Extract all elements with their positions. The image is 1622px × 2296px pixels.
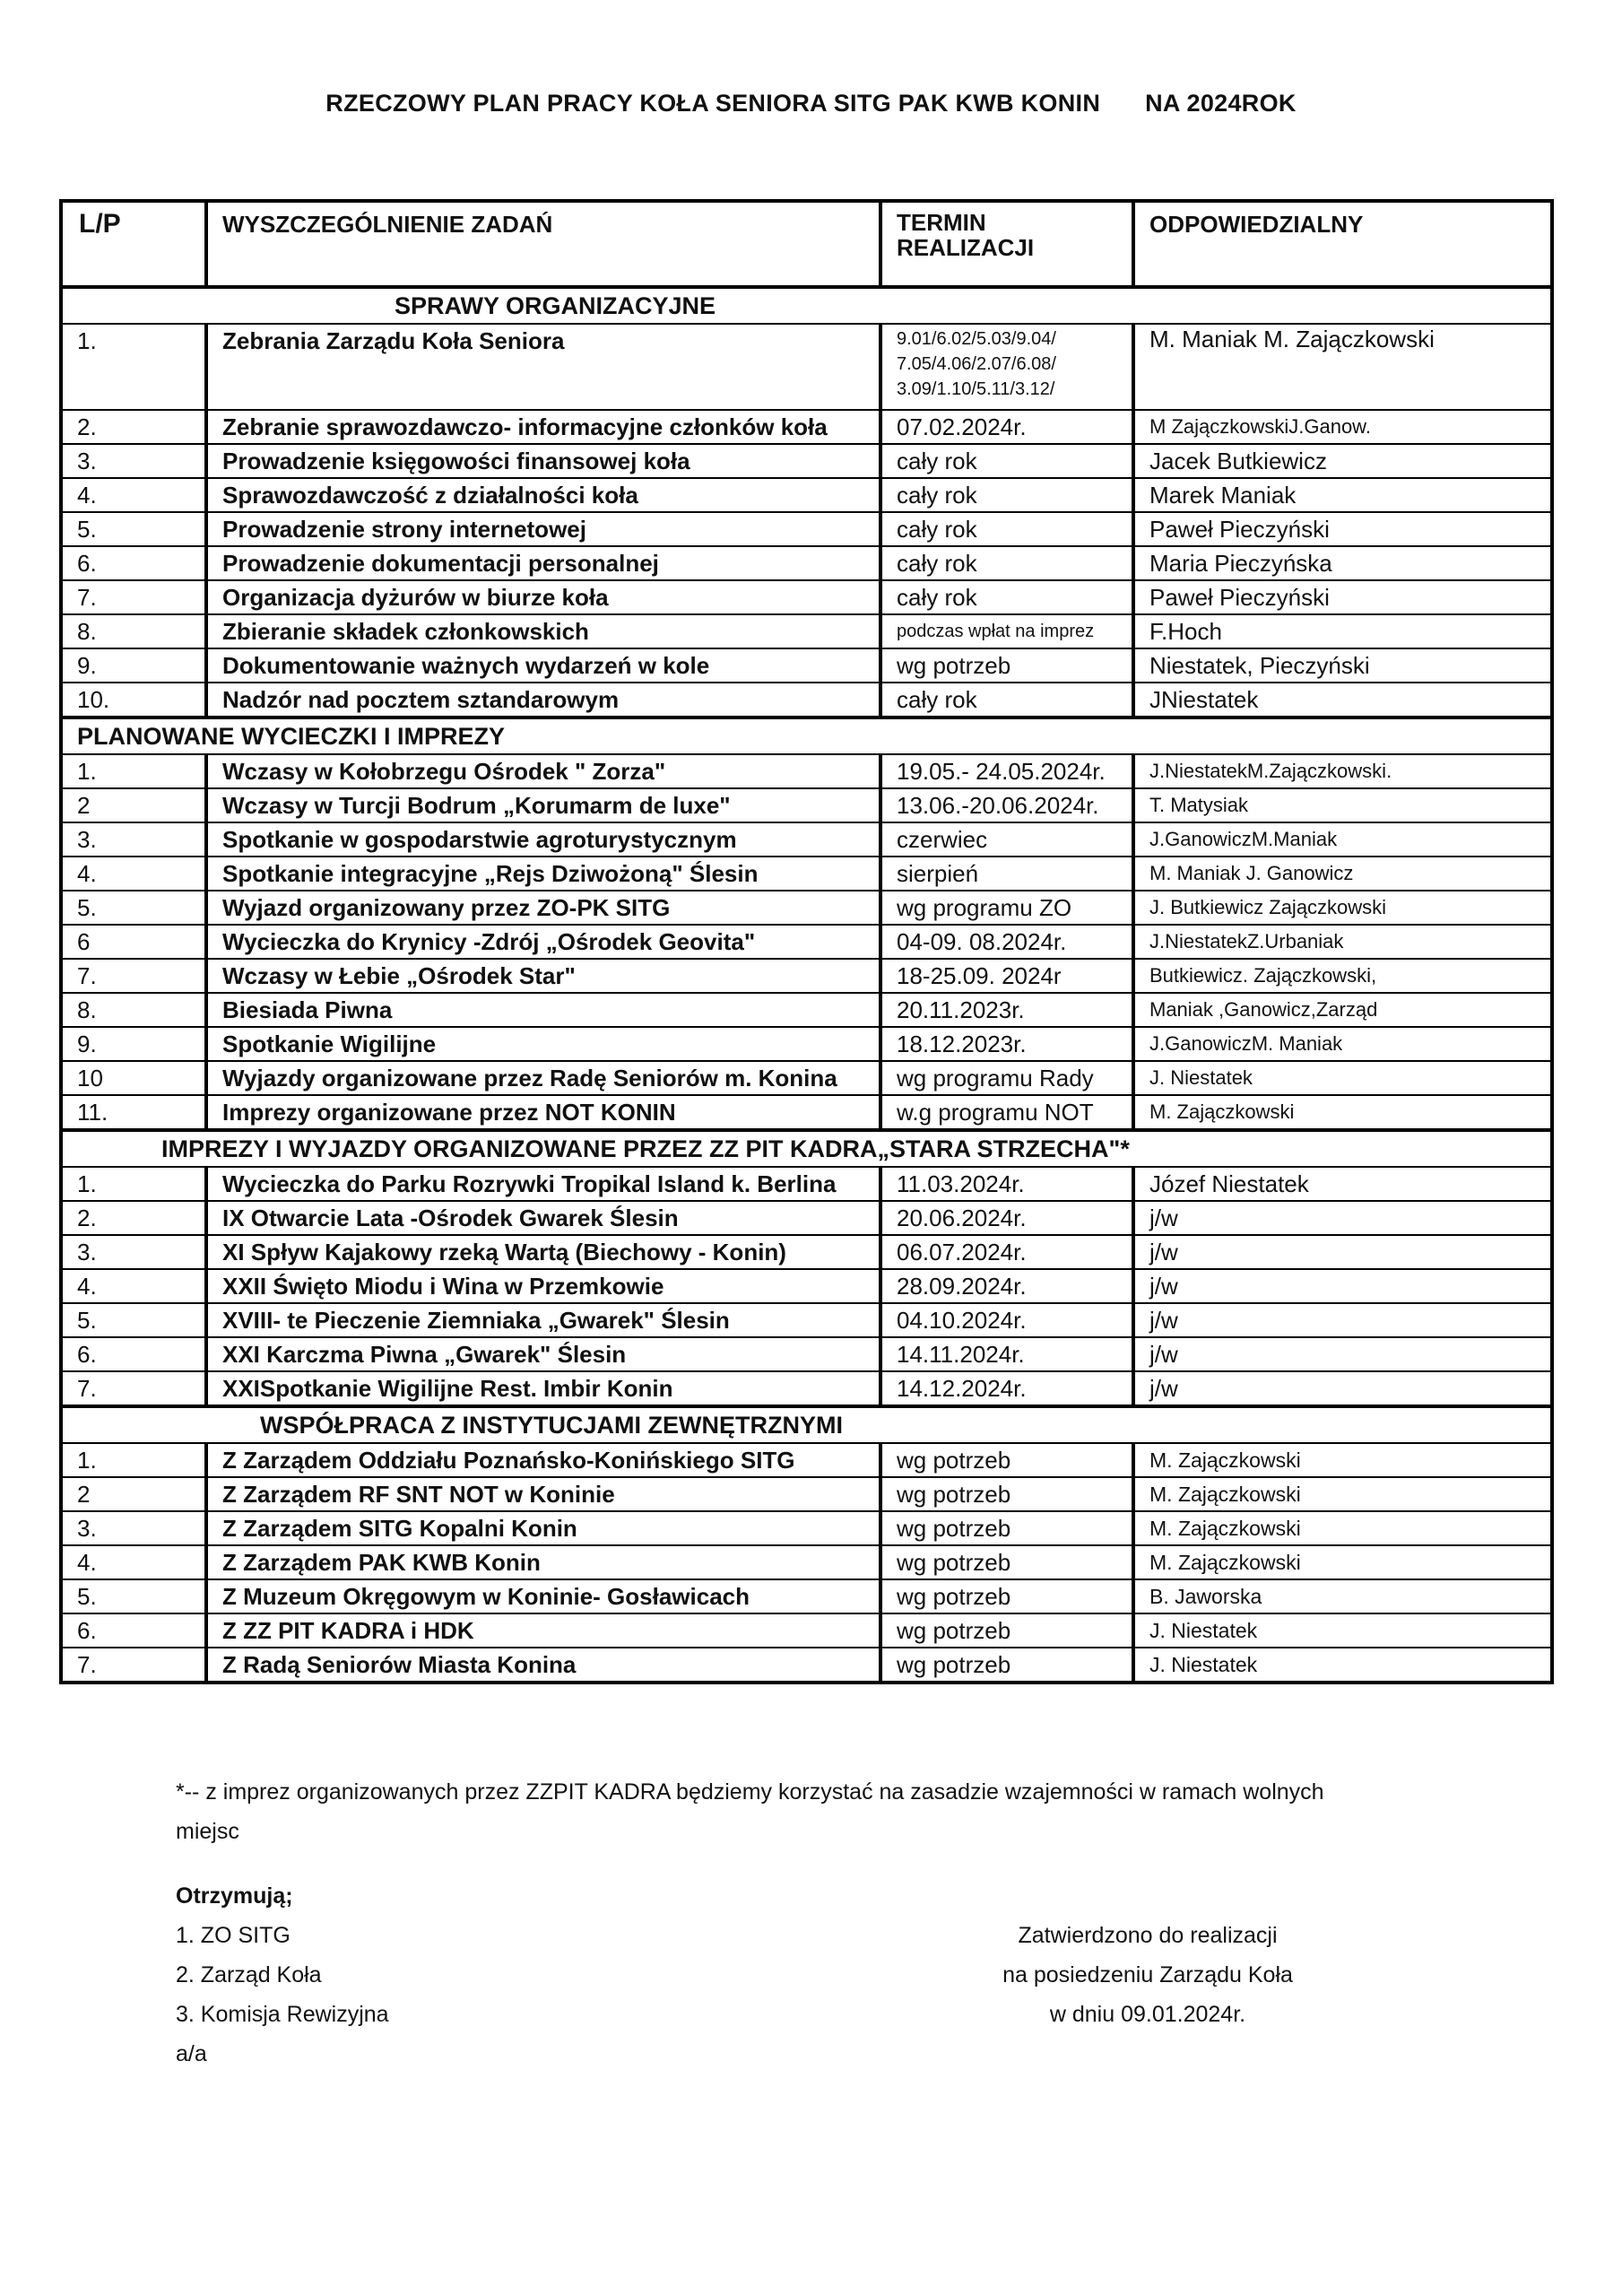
task-cell: Wczasy w Kołobrzegu Ośrodek " Zorza" (206, 754, 880, 788)
recipient-item: 3. Komisja Rewizyjna (176, 2002, 389, 2027)
row-number: 7. (61, 580, 206, 614)
section-title: WSPÓŁPRACA Z INSTYTUCJAMI ZEWNĘTRZNYMI (61, 1406, 1552, 1443)
row-number: 4. (61, 1269, 206, 1303)
task-cell: Zebrania Zarządu Koła Seniora (206, 324, 880, 410)
task-cell: Wczasy w Łebie „Ośrodek Star" (206, 959, 880, 993)
row-number: 8. (61, 614, 206, 648)
term-cell: podczas wpłat na imprez (880, 614, 1133, 648)
responsible-cell: J. Niestatek (1133, 1648, 1552, 1683)
row-number: 2 (61, 788, 206, 822)
table-row (61, 1201, 1552, 1235)
term-cell: wg potrzeb (880, 1545, 1133, 1579)
term-cell: 14.11.2024r. (880, 1337, 1133, 1371)
row-number: 5. (61, 891, 206, 925)
task-cell: Zebranie sprawozdawczo- informacyjne członków koła (206, 410, 880, 444)
table-row (61, 993, 1552, 1027)
row-number: 5. (61, 512, 206, 546)
table-row (61, 1235, 1552, 1269)
task-cell: XXISpotkanie Wigilijne Rest. Imbir Konin (206, 1371, 880, 1406)
responsible-cell: M ZajączkowskiJ.Ganow. (1133, 410, 1552, 444)
row-number: 7. (61, 959, 206, 993)
table-row (61, 1579, 1552, 1613)
task-cell: Spotkanie integracyjne „Rejs Dziwożoną" Ślesin (206, 857, 880, 891)
term-cell: 28.09.2024r. (880, 1269, 1133, 1303)
responsible-cell: J. Niestatek (1133, 1061, 1552, 1095)
term-cell: 07.02.2024r. (880, 410, 1133, 444)
header-lp: L/P (61, 201, 206, 287)
term-cell: wg potrzeb (880, 1648, 1133, 1683)
table-row (61, 1095, 1552, 1130)
section-header-row (61, 1406, 1552, 1443)
recipients (176, 1876, 389, 2074)
table-header-row (61, 201, 1552, 287)
task-cell: Biesiada Piwna (206, 993, 880, 1027)
responsible-cell: j/w (1133, 1201, 1552, 1235)
responsible-cell: JNiestatek (1133, 683, 1552, 718)
table-row (61, 512, 1552, 546)
row-number: 9. (61, 1027, 206, 1061)
table-row (61, 1167, 1552, 1201)
responsible-cell: J.NiestatekM.Zajączkowski. (1133, 754, 1552, 788)
term-cell: sierpień (880, 857, 1133, 891)
task-cell: Z ZZ PIT KADRA i HDK (206, 1613, 880, 1648)
responsible-cell: Maniak ,Ganowicz,Zarząd (1133, 993, 1552, 1027)
task-cell: Wycieczka do Parku Rozrywki Tropikal Island k. Berlina (206, 1167, 880, 1201)
table-row (61, 1027, 1552, 1061)
task-cell: Organizacja dyżurów w biurze koła (206, 580, 880, 614)
task-cell: Z Zarządem SITG Kopalni Konin (206, 1511, 880, 1545)
term-cell: cały rok (880, 580, 1133, 614)
recipients-title: Otrzymują; (176, 1883, 293, 1909)
task-cell: Prowadzenie dokumentacji personalnej (206, 546, 880, 580)
work-plan-table (59, 199, 1554, 1684)
table-row (61, 822, 1552, 857)
responsible-cell: M. Zajączkowski (1133, 1545, 1552, 1579)
responsible-cell: J.NiestatekZ.Urbaniak (1133, 925, 1552, 959)
row-number: 8. (61, 993, 206, 1027)
task-cell: Wczasy w Turcji Bodrum „Korumarm de luxe" (206, 788, 880, 822)
row-number: 6 (61, 925, 206, 959)
recipient-item: 1. ZO SITG (176, 1923, 291, 1948)
row-number: 6. (61, 546, 206, 580)
recipient-item: a/a (176, 2041, 207, 2066)
responsible-cell: j/w (1133, 1303, 1552, 1337)
task-cell: XI Spływ Kajakowy rzeką Wartą (Biechowy - Konin) (206, 1235, 880, 1269)
table-row (61, 1648, 1552, 1683)
table-row (61, 959, 1552, 993)
header-term: TERMIN REALIZACJI (880, 201, 1133, 287)
term-cell: cały rok (880, 512, 1133, 546)
row-number: 3. (61, 444, 206, 478)
table-row (61, 788, 1552, 822)
section-title: PLANOWANE WYCIECZKI I IMPREZY (61, 718, 1552, 754)
approval-line: w dniu 09.01.2024r. (1049, 2002, 1246, 2027)
table-row (61, 1511, 1552, 1545)
responsible-cell: B. Jaworska (1133, 1579, 1552, 1613)
table-row (61, 648, 1552, 683)
section-title: SPRAWY ORGANIZACYJNE (61, 287, 1552, 324)
term-cell: 19.05.- 24.05.2024r. (880, 754, 1133, 788)
task-cell: Nadzór nad pocztem sztandarowym (206, 683, 880, 718)
task-cell: Spotkanie Wigilijne (206, 1027, 880, 1061)
term-cell: 20.06.2024r. (880, 1201, 1133, 1235)
responsible-cell: M. Maniak M. Zajączkowski (1133, 324, 1552, 410)
term-cell: cały rok (880, 546, 1133, 580)
responsible-cell: J.GanowiczM.Maniak (1133, 822, 1552, 857)
row-number: 6. (61, 1337, 206, 1371)
responsible-cell: Paweł Pieczyński (1133, 580, 1552, 614)
row-number: 4. (61, 1545, 206, 1579)
task-cell: Z Zarządem PAK KWB Konin (206, 1545, 880, 1579)
responsible-cell: M. Zajączkowski (1133, 1095, 1552, 1130)
table-row (61, 1443, 1552, 1477)
task-cell: Wycieczka do Krynicy -Zdrój „Ośrodek Geovita" (206, 925, 880, 959)
term-cell: 13.06.-20.06.2024r. (880, 788, 1133, 822)
table-row (61, 891, 1552, 925)
responsible-cell: J. Niestatek (1133, 1613, 1552, 1648)
term-cell: 04-09. 08.2024r. (880, 925, 1133, 959)
term-cell: czerwiec (880, 822, 1133, 857)
responsible-cell: M. Zajączkowski (1133, 1477, 1552, 1511)
term-cell: wg potrzeb (880, 1443, 1133, 1477)
term-cell: 06.07.2024r. (880, 1235, 1133, 1269)
table-row (61, 580, 1552, 614)
row-number: 5. (61, 1579, 206, 1613)
term-cell: wg programu ZO (880, 891, 1133, 925)
responsible-cell: F.Hoch (1133, 614, 1552, 648)
term-cell: 20.11.2023r. (880, 993, 1133, 1027)
responsible-cell: j/w (1133, 1371, 1552, 1406)
task-cell: Wyjazd organizowany przez ZO-PK SITG (206, 891, 880, 925)
row-number: 2. (61, 410, 206, 444)
section-title: IMPREZY I WYJAZDY ORGANIZOWANE PRZEZ ZZ PIT KADRA„STARA STRZECHA"* (61, 1130, 1552, 1167)
section-header-row (61, 718, 1552, 754)
responsible-cell: j/w (1133, 1337, 1552, 1371)
responsible-cell: Maria Pieczyńska (1133, 546, 1552, 580)
task-cell: Imprezy organizowane przez NOT KONIN (206, 1095, 880, 1130)
table-row (61, 1269, 1552, 1303)
task-cell: Z Zarządem Oddziału Poznańsko-Konińskiego SITG (206, 1443, 880, 1477)
row-number: 9. (61, 648, 206, 683)
term-cell: 18.12.2023r. (880, 1027, 1133, 1061)
responsible-cell: M. Maniak J. Ganowicz (1133, 857, 1552, 891)
approval-note (986, 1916, 1309, 2034)
table-row (61, 324, 1552, 410)
responsible-cell: M. Zajączkowski (1133, 1443, 1552, 1477)
term-cell: 18-25.09. 2024r (880, 959, 1133, 993)
table-row (61, 683, 1552, 718)
row-number: 10 (61, 1061, 206, 1095)
task-cell: Sprawozdawczość z działalności koła (206, 478, 880, 512)
table-row (61, 1303, 1552, 1337)
term-cell: wg potrzeb (880, 1477, 1133, 1511)
task-cell: Z Zarządem RF SNT NOT w Koninie (206, 1477, 880, 1511)
row-number: 3. (61, 1511, 206, 1545)
responsible-cell: j/w (1133, 1269, 1552, 1303)
task-cell: Z Radą Seniorów Miasta Konina (206, 1648, 880, 1683)
work-plan-body (61, 201, 1552, 1683)
responsible-cell: J.GanowiczM. Maniak (1133, 1027, 1552, 1061)
row-number: 7. (61, 1648, 206, 1683)
table-row (61, 754, 1552, 788)
table-row (61, 614, 1552, 648)
table-row (61, 1613, 1552, 1648)
responsible-cell: J. Butkiewicz Zajączkowski (1133, 891, 1552, 925)
row-number: 1. (61, 324, 206, 410)
term-cell: wg potrzeb (880, 1579, 1133, 1613)
row-number: 3. (61, 1235, 206, 1269)
row-number: 1. (61, 754, 206, 788)
row-number: 6. (61, 1613, 206, 1648)
table-row (61, 1061, 1552, 1095)
header-responsible: ODPOWIEDZIALNY (1133, 201, 1552, 287)
table-row (61, 410, 1552, 444)
footnote: *-- z imprez organizowanych przez ZZPIT KADRA będziemy korzystać na zasadzie wzajemności w ramach wolnych miejsc (176, 1779, 1324, 1844)
row-number: 1. (61, 1443, 206, 1477)
row-number: 11. (61, 1095, 206, 1130)
term-cell: cały rok (880, 478, 1133, 512)
task-cell: Prowadzenie księgowości finansowej koła (206, 444, 880, 478)
task-cell: XVIII- te Pieczenie Ziemniaka „Gwarek" Ślesin (206, 1303, 880, 1337)
responsible-cell: Paweł Pieczyński (1133, 512, 1552, 546)
term-cell: wg programu Rady (880, 1061, 1133, 1095)
responsible-cell: T. Matysiak (1133, 788, 1552, 822)
section-header-row (61, 287, 1552, 324)
term-cell: cały rok (880, 683, 1133, 718)
recipient-item: 2. Zarząd Koła (176, 1962, 322, 1987)
table-row (61, 1545, 1552, 1579)
task-cell: XXII Święto Miodu i Wina w Przemkowie (206, 1269, 880, 1303)
header-task: WYSZCZEGÓLNIENIE ZADAŃ (206, 201, 880, 287)
row-number: 2. (61, 1201, 206, 1235)
row-number: 7. (61, 1371, 206, 1406)
task-cell: Wyjazdy organizowane przez Radę Seniorów m. Konina (206, 1061, 880, 1095)
table-row (61, 1337, 1552, 1371)
table-row (61, 857, 1552, 891)
row-number: 4. (61, 857, 206, 891)
term-cell: 14.12.2024r. (880, 1371, 1133, 1406)
task-cell: Dokumentowanie ważnych wydarzeń w kole (206, 648, 880, 683)
table-row (61, 925, 1552, 959)
table-row (61, 1371, 1552, 1406)
row-number: 10. (61, 683, 206, 718)
title-main: RZECZOWY PLAN PRACY KOŁA SENIORA SITG PAK KWB KONIN (325, 90, 1101, 117)
term-cell: cały rok (880, 444, 1133, 478)
responsible-cell: M. Zajączkowski (1133, 1511, 1552, 1545)
row-number: 3. (61, 822, 206, 857)
title-year: NA 2024ROK (1145, 90, 1297, 117)
task-cell: Z Muzeum Okręgowym w Koninie- Gosławicach (206, 1579, 880, 1613)
table-row (61, 1477, 1552, 1511)
approval-line: na posiedzeniu Zarządu Koła (1002, 1962, 1293, 1987)
row-number: 2 (61, 1477, 206, 1511)
section-header-row (61, 1130, 1552, 1167)
responsible-cell: j/w (1133, 1235, 1552, 1269)
term-cell: 9.01/6.02/5.03/9.04/ 7.05/4.06/2.07/6.08/ 3.09/1.10/5.11/3.12/ (880, 324, 1133, 410)
row-number: 5. (61, 1303, 206, 1337)
term-cell: wg potrzeb (880, 648, 1133, 683)
term-cell: w.g programu NOT (880, 1095, 1133, 1130)
task-cell: Prowadzenie strony internetowej (206, 512, 880, 546)
approval-line: Zatwierdzono do realizacji (1018, 1923, 1278, 1948)
term-cell: 04.10.2024r. (880, 1303, 1133, 1337)
table-row (61, 546, 1552, 580)
row-number: 1. (61, 1167, 206, 1201)
task-cell: Spotkanie w gospodarstwie agroturystycznym (206, 822, 880, 857)
responsible-cell: Józef Niestatek (1133, 1167, 1552, 1201)
table-row (61, 444, 1552, 478)
responsible-cell: Niestatek, Pieczyński (1133, 648, 1552, 683)
row-number: 4. (61, 478, 206, 512)
term-cell: wg potrzeb (880, 1511, 1133, 1545)
task-cell: XXI Karczma Piwna „Gwarek" Ślesin (206, 1337, 880, 1371)
responsible-cell: Jacek Butkiewicz (1133, 444, 1552, 478)
task-cell: IX Otwarcie Lata -Ośrodek Gwarek Ślesin (206, 1201, 880, 1235)
term-cell: 11.03.2024r. (880, 1167, 1133, 1201)
term-cell: wg potrzeb (880, 1613, 1133, 1648)
document-title (0, 90, 1622, 117)
responsible-cell: Butkiewicz. Zajączkowski, (1133, 959, 1552, 993)
table-row (61, 478, 1552, 512)
responsible-cell: Marek Maniak (1133, 478, 1552, 512)
task-cell: Zbieranie składek członkowskich (206, 614, 880, 648)
